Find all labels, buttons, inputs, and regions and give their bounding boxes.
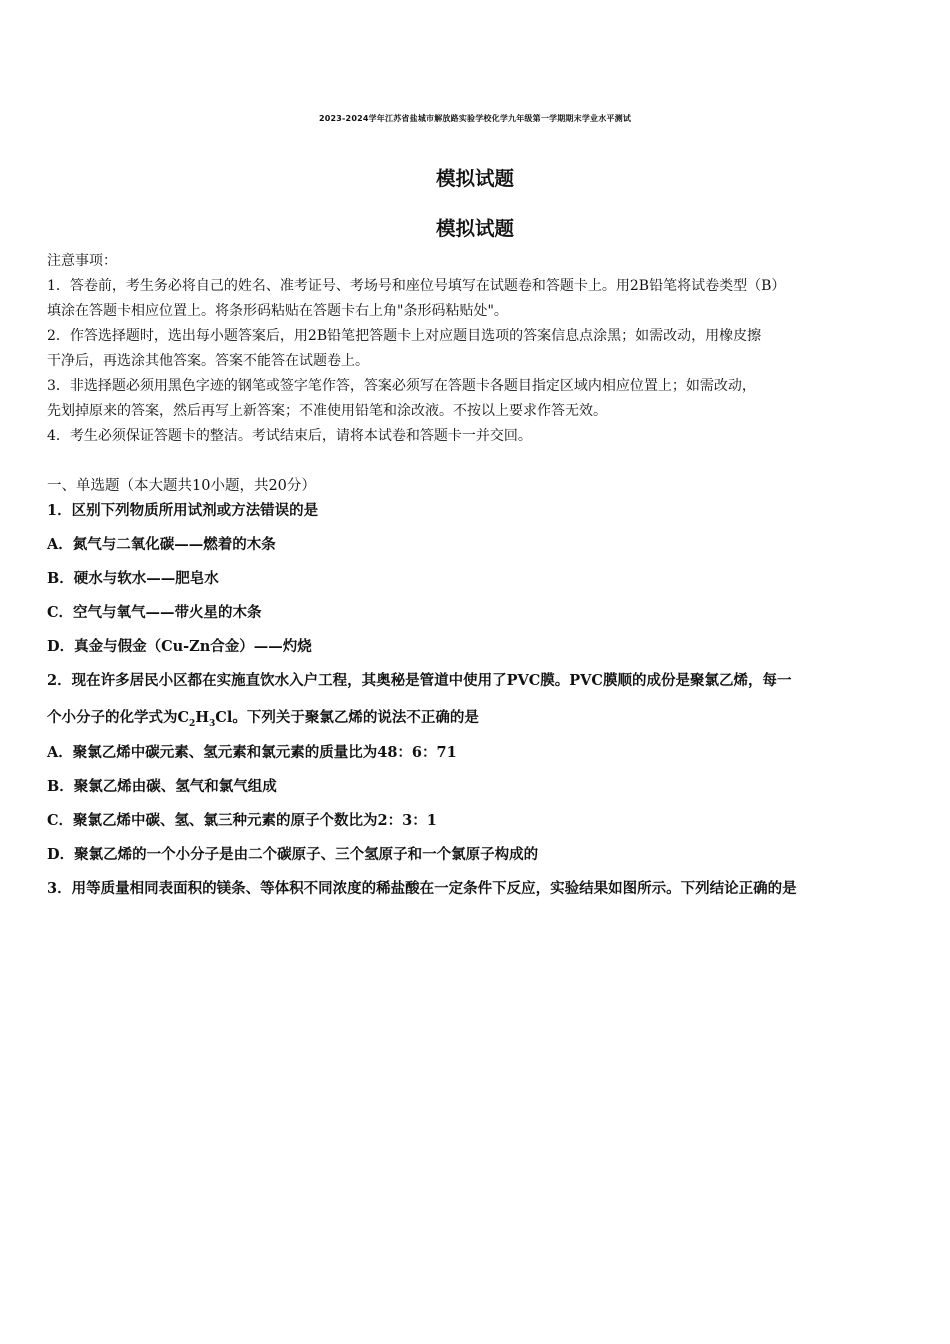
question-2-stem-prefix: 个小分子的化学式为 [47, 709, 178, 726]
question-2-option-b: B．聚氯乙烯由碳、氢气和氯气组成 [47, 778, 277, 795]
question-2-option-a: A．聚氯乙烯中碳元素、氢元素和氯元素的质量比为48：6：71 [47, 744, 457, 761]
notice-line: 4．考生必须保证答题卡的整洁。考试结束后，请将本试卷和答题卡一并交回。 [47, 428, 532, 444]
notice-line: 干净后，再选涂其他答案。答案不能答在试题卷上。 [47, 353, 369, 369]
question-2-stem-line-2 [47, 708, 479, 728]
notice-heading: 注意事项： [47, 253, 117, 269]
section-heading: 一、单选题（本大题共10小题，共20分） [47, 478, 316, 494]
notice-line: 1．答卷前，考生务必将自己的姓名、准考证号、考场号和座位号填写在试题卷和答题卡上。用2B铅笔将试卷类型（B） [47, 278, 786, 294]
question-1-option-b: B．硬水与软水——肥皂水 [47, 570, 219, 587]
question-1-option-a: A．氮气与二氧化碳——燃着的木条 [47, 536, 276, 553]
notice-line: 3．非选择题必须用黑色字迹的钢笔或签字笔作答，答案必须写在答题卡各题目指定区域内相应位置上；如需改动， [47, 378, 756, 394]
document-subtitle-2: 模拟试题 [435, 217, 514, 240]
question-1-option-c: C．空气与氧气——带火星的木条 [47, 604, 262, 621]
document-subtitle-1: 模拟试题 [435, 167, 514, 190]
question-2-stem-suffix: 。下列关于聚氯乙烯的说法不正确的是 [232, 709, 479, 726]
question-1-option-d: D．真金与假金（Cu-Zn合金）——灼烧 [47, 638, 312, 655]
notice-line: 填涂在答题卡相应位置上。将条形码粘贴在答题卡右上角"条形码粘贴处"。 [47, 303, 508, 319]
question-2-stem-line-1: 2．现在许多居民小区都在实施直饮水入户工程，其奥秘是管道中使用了PVC膜。PVC膜顺的成份是聚氯乙烯，每一 [47, 672, 792, 689]
notice-line: 2．作答选择题时，选出每小题答案后，用2B铅笔把答题卡上对应题目选项的答案信息点涂黑；如需改动，用橡皮擦 [47, 328, 762, 344]
question-2-option-c: C．聚氯乙烯中碳、氢、氯三种元素的原子个数比为2：3：1 [47, 812, 437, 829]
question-3-stem: 3．用等质量相同表面积的镁条、等体积不同浓度的稀盐酸在一定条件下反应，实验结果如图所示。下列结论正确的是 [47, 880, 797, 897]
question-2-option-d: D．聚氯乙烯的一个小分子是由二个碳原子、三个氢原子和一个氯原子构成的 [47, 846, 539, 863]
question-1-stem: 1．区别下列物质所用试剂或方法错误的是 [47, 502, 319, 519]
notice-line: 先划掉原来的答案，然后再写上新答案；不准使用铅笔和涂改液。不按以上要求作答无效。 [47, 403, 607, 419]
document-title: 2023-2024学年江苏省盐城市解放路实验学校化学九年级第一学期期末学业水平测试 [318, 114, 632, 123]
chemical-formula: $C_2H_3Cl$ [177, 709, 233, 729]
